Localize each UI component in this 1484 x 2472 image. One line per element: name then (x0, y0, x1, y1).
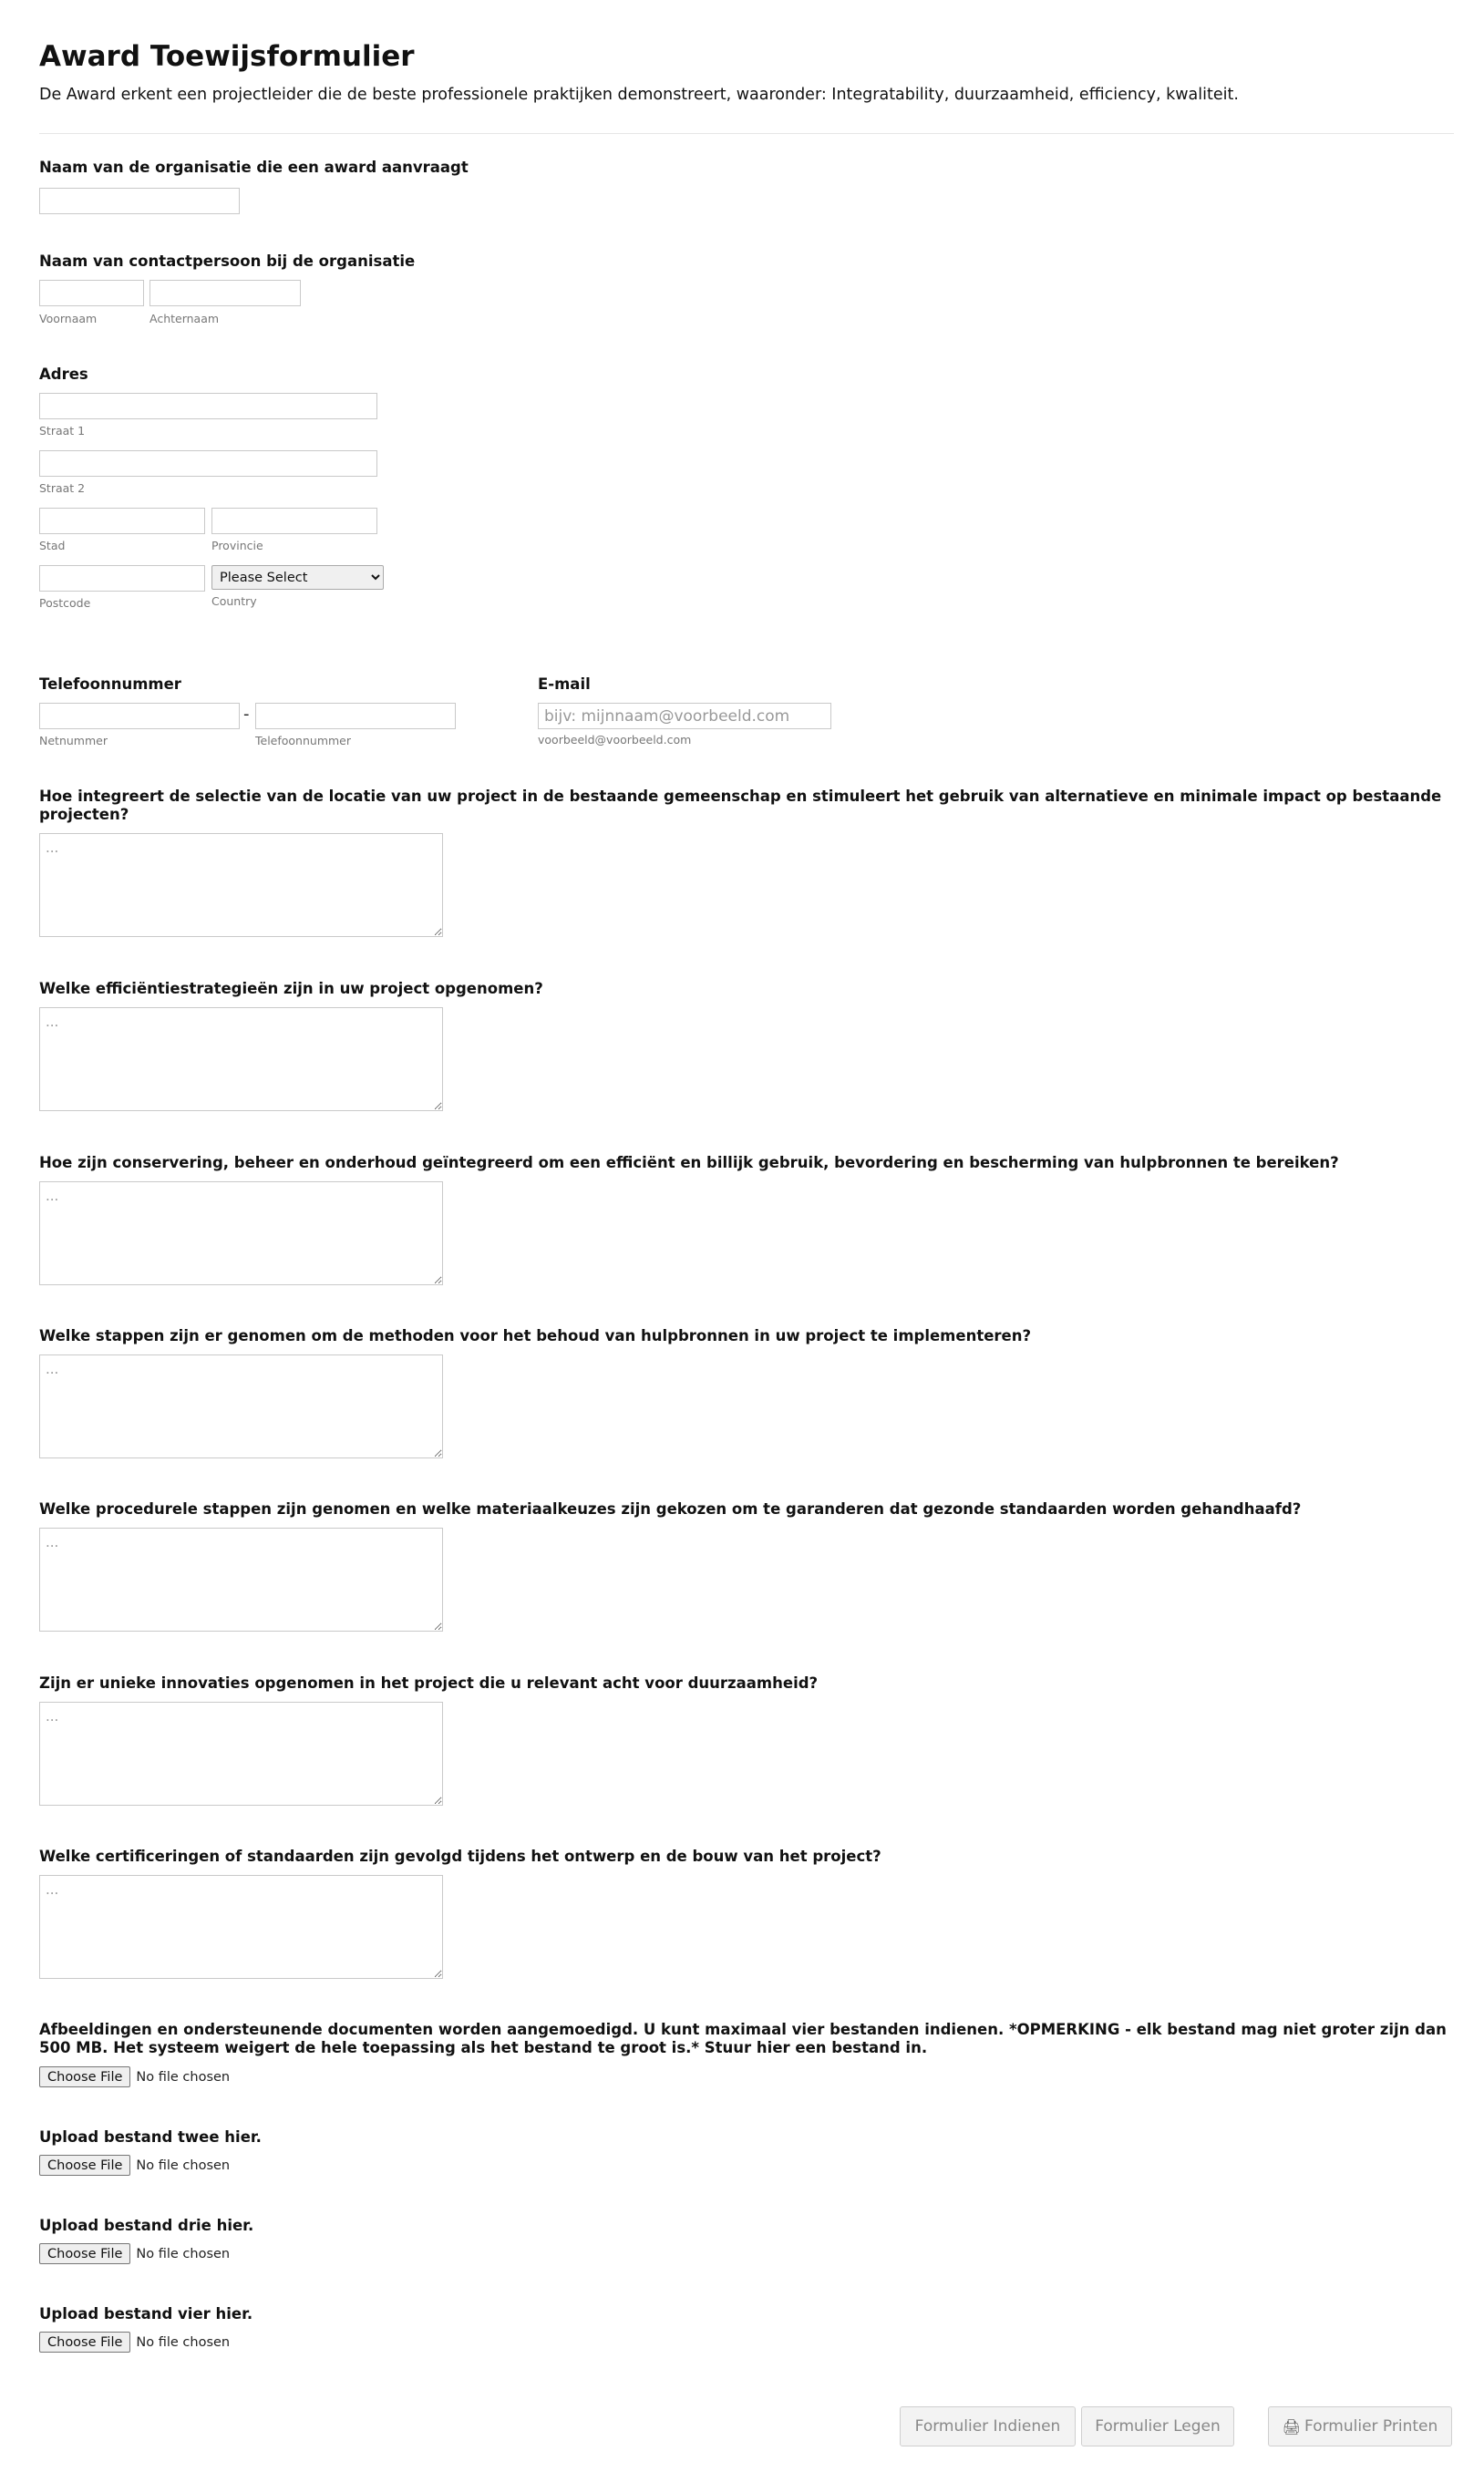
province-sublabel: Provincie (211, 539, 263, 552)
email-input[interactable] (538, 703, 831, 729)
postcode-input[interactable] (39, 565, 205, 592)
question-textarea[interactable] (39, 1007, 443, 1111)
question-label: Hoe zijn conservering, beheer en onderhoud geïntegreerd om een efficiënt en billijk gebruik, bevordering en bescherming van hulpbronnen te bereiken? (39, 1154, 1339, 1171)
email-label: E-mail (538, 675, 591, 693)
question-textarea[interactable] (39, 1181, 443, 1285)
last-name-input[interactable] (149, 280, 301, 306)
question-textarea[interactable] (39, 1702, 443, 1806)
file-status: No file chosen (136, 2334, 231, 2350)
phone-number-input[interactable] (255, 703, 456, 729)
question-label: Welke procedurele stappen zijn genomen en welke materiaalkeuzes zijn gekozen om te garanderen dat gezonde standaarden worden gehandhaafd? (39, 1500, 1302, 1518)
country-sublabel: Country (211, 594, 257, 608)
first-name-sublabel: Voornaam (39, 312, 98, 325)
upload-label: Upload bestand vier hier. (39, 2305, 253, 2323)
file-status: No file chosen (136, 2069, 231, 2085)
last-name-sublabel: Achternaam (149, 312, 220, 325)
question-label: Zijn er unieke innovaties opgenomen in het project die u relevant acht voor duurzaamheid? (39, 1674, 819, 1692)
submit-button[interactable]: Formulier Indienen (900, 2406, 1076, 2446)
address-label: Adres (39, 366, 88, 383)
question-textarea[interactable] (39, 833, 443, 937)
file-status: No file chosen (136, 2246, 231, 2261)
print-button[interactable] (1268, 2406, 1452, 2446)
print-button-label: Formulier Printen (1304, 2417, 1438, 2436)
phone-separator: - (243, 705, 250, 724)
file-status: No file chosen (136, 2158, 231, 2173)
organization-input[interactable] (39, 188, 240, 214)
question-label: Welke stappen zijn er genomen om de methoden voor het behoud van hulpbronnen in uw project te implementeren? (39, 1327, 1032, 1344)
city-input[interactable] (39, 508, 205, 534)
page-title: Award Toewijsformulier (39, 40, 415, 73)
phone-number-sublabel: Telefoonnummer (255, 734, 352, 747)
area-code-input[interactable] (39, 703, 240, 729)
contact-label: Naam van contactpersoon bij de organisatie (39, 252, 416, 270)
organization-label: Naam van de organisatie die een award aanvraagt (39, 159, 469, 176)
upload-label: Upload bestand twee hier. (39, 2128, 262, 2146)
question-textarea[interactable] (39, 1875, 443, 1979)
city-sublabel: Stad (39, 539, 66, 552)
header-divider (39, 133, 1454, 134)
upload-row (39, 2243, 230, 2264)
province-input[interactable] (211, 508, 377, 534)
country-select[interactable] (211, 565, 384, 590)
question-textarea[interactable] (39, 1528, 443, 1632)
upload-row (39, 2332, 230, 2353)
street2-sublabel: Straat 2 (39, 481, 86, 495)
clear-button[interactable]: Formulier Legen (1081, 2406, 1234, 2446)
question-label: Welke certificeringen of standaarden zijn gevolgd tijdens het ontwerp en de bouw van het project? (39, 1848, 881, 1865)
upload-row (39, 2155, 230, 2176)
email-sublabel: voorbeeld@voorbeeld.com (538, 733, 692, 747)
printer-icon: 🖨 (1282, 2417, 1302, 2436)
street2-input[interactable] (39, 450, 377, 477)
first-name-input[interactable] (39, 280, 144, 306)
phone-label: Telefoonnummer (39, 675, 181, 693)
question-label: Hoe integreert de selectie van de locatie van uw project in de bestaande gemeenschap en stimuleert het gebruik van alternatieve en minimale impact op bestaande projecten? (39, 788, 1442, 823)
street1-sublabel: Straat 1 (39, 424, 86, 438)
question-label: Welke efficiëntiestrategieën zijn in uw project opgenomen? (39, 980, 543, 997)
street1-input[interactable] (39, 393, 377, 419)
question-textarea[interactable] (39, 1354, 443, 1458)
upload-label: Upload bestand drie hier. (39, 2217, 254, 2234)
page-subtitle: De Award erkent een projectleider die de beste professionele praktijken demonstreert, waaronder: Integratability, duurzaamheid, efficiency, kwaliteit. (39, 86, 1239, 104)
area-code-sublabel: Netnummer (39, 734, 108, 747)
choose-file-button[interactable]: Choose File (39, 2243, 130, 2264)
upload-label: Afbeeldingen en ondersteunende documenten worden aangemoedigd. U kunt maximaal vier bestanden indienen. *OPMERKING - elk bestand mag niet groter zijn dan 500 MB. Het systeem weigert de hele toepassing als het bestand te groot is.* Stuur hier een bestand in. (39, 2021, 1447, 2056)
upload-row (39, 2066, 230, 2087)
choose-file-button[interactable]: Choose File (39, 2066, 130, 2087)
postcode-sublabel: Postcode (39, 596, 91, 610)
choose-file-button[interactable]: Choose File (39, 2332, 130, 2353)
choose-file-button[interactable]: Choose File (39, 2155, 130, 2176)
